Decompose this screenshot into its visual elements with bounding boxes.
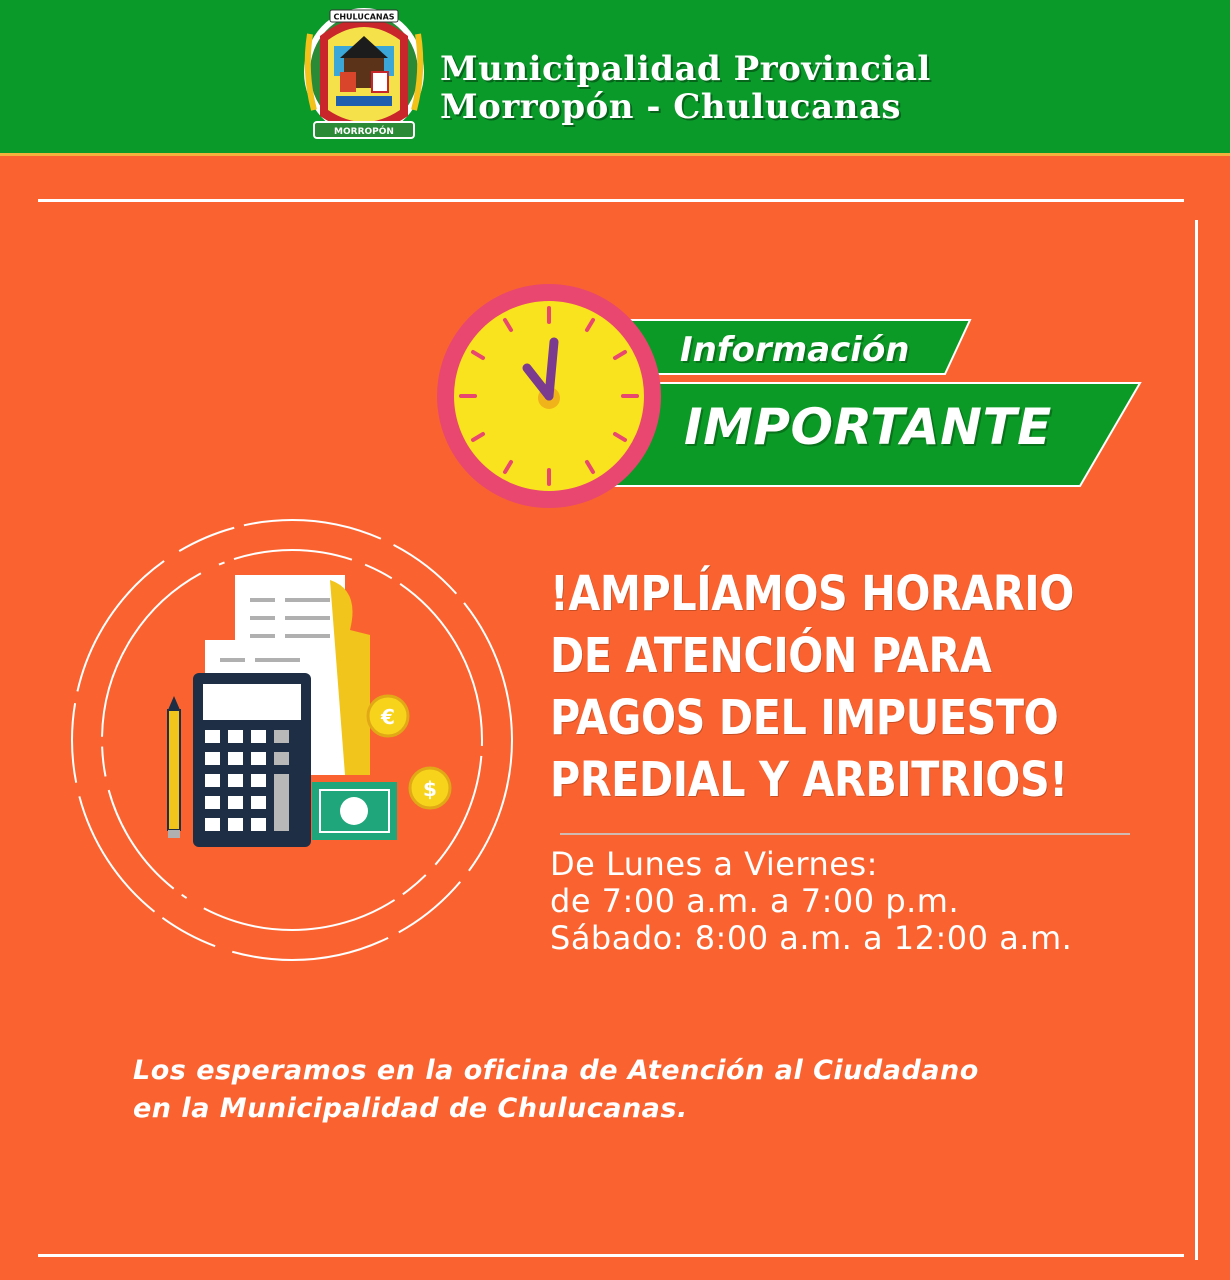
footer-line1: Los esperamos en la oficina de Atención al Ciudadano (133, 1055, 979, 1086)
svg-text:$: $ (423, 777, 437, 801)
clock-icon (437, 284, 661, 508)
svg-text:€: € (381, 705, 395, 729)
pencil-icon (168, 696, 180, 838)
header-bar (0, 0, 1230, 156)
headline (550, 563, 1190, 811)
banknote-icon (312, 782, 397, 840)
headline-line2: DE ATENCIÓN PARA (550, 628, 992, 684)
footer-note (133, 1052, 1183, 1128)
footer-line2: en la Municipalidad de Chulucanas. (133, 1093, 688, 1124)
headline-line3: PAGOS DEL IMPUESTO (550, 690, 1059, 746)
calculator-icon (193, 673, 311, 847)
schedule-text (550, 846, 1190, 957)
schedule-line2: de 7:00 a.m. a 7:00 p.m. (550, 882, 960, 920)
schedule-line3: Sábado: 8:00 a.m. a 12:00 a.m. (550, 919, 1073, 957)
frame-right-border (1195, 220, 1198, 1260)
headline-line4: PREDIAL Y ARBITRIOS! (550, 752, 1068, 808)
organization-title (440, 50, 931, 126)
coin-icon (410, 768, 450, 808)
important-banner (430, 280, 1150, 510)
organization-title-line2: Morropón - Chulucanas (440, 87, 902, 127)
payment-illustration (60, 500, 530, 970)
headline-line1: !AMPLÍAMOS HORARIO (550, 566, 1074, 622)
schedule-line1: De Lunes a Viernes: (550, 845, 878, 883)
banner-title-informacion: Información (680, 330, 910, 370)
crest-top-text: CHULUCANAS (333, 12, 395, 22)
crest-bottom-text: MORROPÓN (334, 127, 394, 137)
organization-title-line1: Municipalidad Provincial (440, 49, 931, 89)
divider (560, 833, 1130, 835)
municipal-crest-icon (300, 6, 428, 144)
banner-title-importante: IMPORTANTE (684, 398, 1052, 456)
frame-bottom-border (38, 1254, 1184, 1257)
frame-top-border (38, 199, 1184, 202)
coin-icon (368, 696, 408, 736)
